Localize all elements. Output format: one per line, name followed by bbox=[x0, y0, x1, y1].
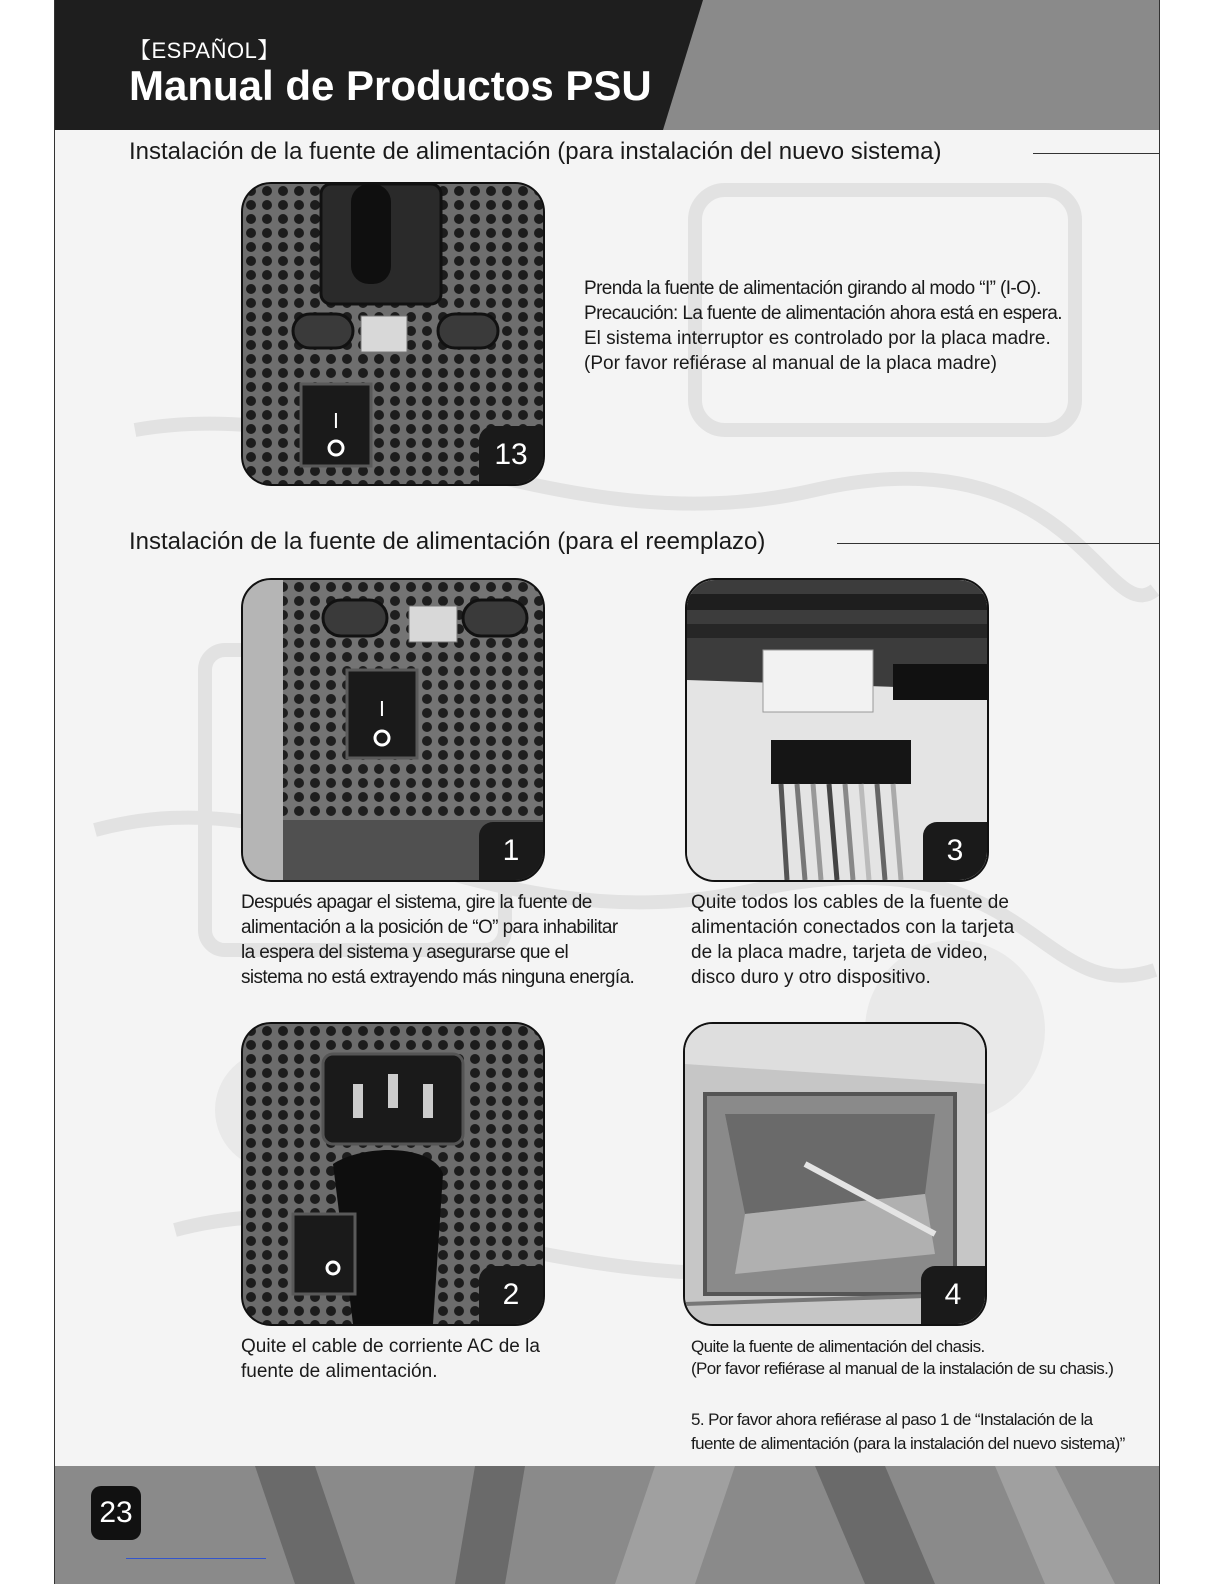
photo-step-1 bbox=[241, 578, 545, 882]
text-line: sistema no está extrayendo más ninguna energía. bbox=[241, 967, 635, 988]
svg-text:I: I bbox=[379, 697, 385, 721]
text-line: Después apagar el sistema, gire la fuente de bbox=[241, 892, 592, 913]
footer-artwork bbox=[55, 1466, 1159, 1584]
section-rule bbox=[837, 543, 1159, 544]
photo-step-2 bbox=[241, 1022, 545, 1326]
text-line: Prenda la fuente de alimentación girando al modo “I” (I-O). bbox=[584, 278, 1041, 299]
footer-band bbox=[55, 1466, 1159, 1584]
photo-step-13 bbox=[241, 182, 545, 486]
text-line: fuente de alimentación. bbox=[241, 1361, 438, 1382]
svg-text:I: I bbox=[333, 409, 339, 433]
manual-title: Manual de Productos PSU bbox=[129, 62, 652, 109]
link-underline bbox=[126, 1558, 266, 1559]
text-line: fuente de alimentación (para la instalación del nuevo sistema)” bbox=[691, 1434, 1125, 1453]
text-line: Quite todos los cables de la fuente de bbox=[691, 892, 1009, 913]
text-line: El sistema interruptor es controlado por la placa madre. bbox=[584, 328, 1051, 349]
final-note bbox=[691, 1408, 1125, 1456]
text-line: (Por favor refiérase al manual de la instalación de su chasis.) bbox=[691, 1359, 1114, 1378]
text-line: disco duro y otro dispositivo. bbox=[691, 967, 931, 988]
section-title-new-system: Instalación de la fuente de alimentación (para instalación del nuevo sistema) bbox=[129, 138, 942, 165]
section-rule bbox=[1033, 153, 1159, 154]
step-badge: 13 bbox=[479, 426, 543, 484]
photo-step-3 bbox=[685, 578, 989, 882]
text-line: de la placa madre, tarjeta de video, bbox=[691, 942, 988, 963]
text-line: alimentación a la posición de “O” para inhabilitar bbox=[241, 917, 618, 938]
step-badge: 3 bbox=[923, 822, 987, 880]
language-label: 【ESPAÑOL】 bbox=[129, 38, 280, 63]
text-line: (Por favor refiérase al manual de la placa madre) bbox=[584, 353, 997, 374]
step-badge: 1 bbox=[479, 822, 543, 880]
page-number: 23 bbox=[91, 1486, 141, 1540]
text-line: Quite el cable de corriente AC de la bbox=[241, 1336, 540, 1357]
section-title-replacement: Instalación de la fuente de alimentación (para el reemplazo) bbox=[129, 528, 766, 555]
step-3-text bbox=[691, 890, 1014, 990]
step-2-text bbox=[241, 1334, 540, 1384]
step-1-text bbox=[241, 890, 634, 990]
step-13-text bbox=[584, 276, 1062, 376]
text-line: 5. Por favor ahora refiérase al paso 1 de “Instalación de la bbox=[691, 1410, 1093, 1429]
photo-step-4 bbox=[683, 1022, 987, 1326]
text-line: Precaución: La fuente de alimentación ahora está en espera. bbox=[584, 303, 1062, 324]
text-line: alimentación conectados con la tarjeta bbox=[691, 917, 1015, 938]
step-4-text bbox=[691, 1336, 1113, 1380]
manual-page bbox=[54, 0, 1160, 1584]
step-badge: 4 bbox=[921, 1266, 985, 1324]
text-line: la espera del sistema y asegurarse que el bbox=[241, 942, 569, 963]
text-line: Quite la fuente de alimentación del chasis. bbox=[691, 1337, 985, 1356]
step-badge: 2 bbox=[479, 1266, 543, 1324]
